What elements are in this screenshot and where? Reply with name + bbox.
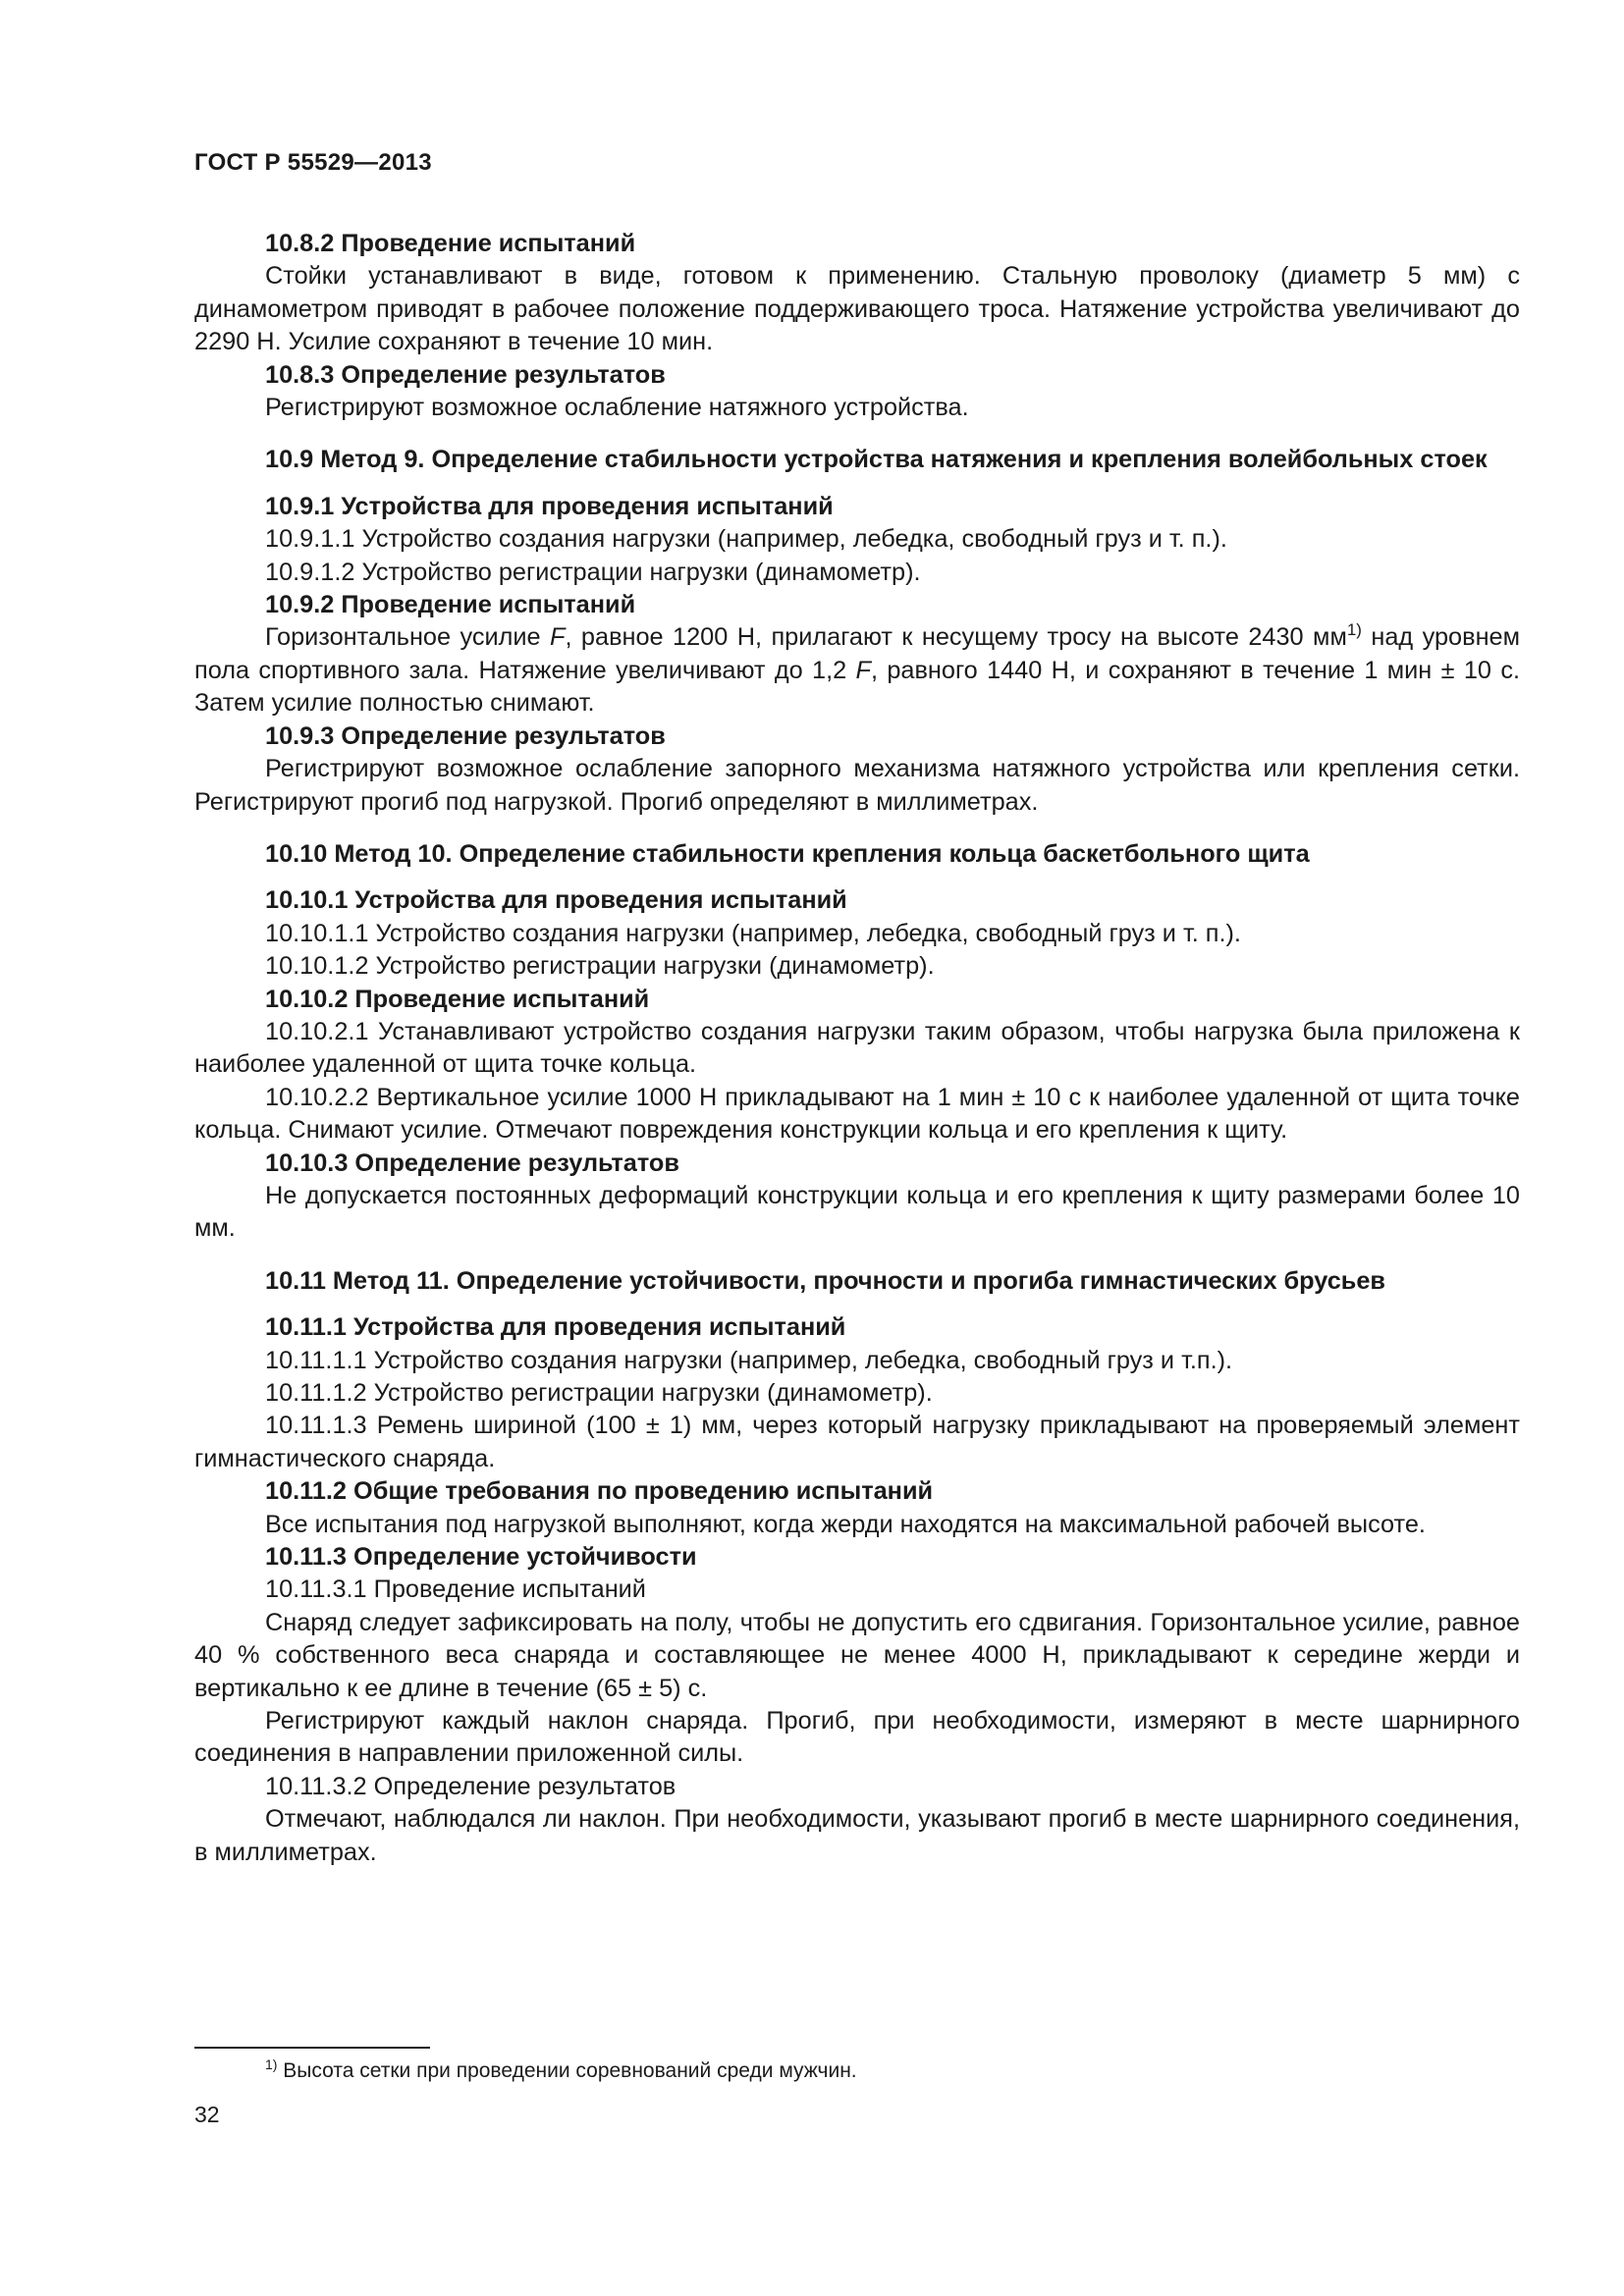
- subsection-heading: 10.10.2 Проведение испытаний: [265, 985, 650, 1013]
- paragraph: 10.11.1.2 Устройство регистрации нагрузки (динамометр).: [265, 1379, 933, 1407]
- subsection-heading: 10.11.2 Общие требования по проведению испытаний: [265, 1477, 934, 1506]
- formula-variable: F: [855, 656, 871, 684]
- subsection-heading: 10.10.1 Устройства для проведения испытаний: [265, 886, 847, 915]
- paragraph: 10.10.1.2 Устройство регистрации нагрузки (динамометр).: [265, 952, 935, 981]
- paragraph: 10.11.1.1 Устройство создания нагрузки (например, лебедка, свободный груз и т.п.).: [265, 1346, 1233, 1374]
- paragraph: 10.9.1.1 Устройство создания нагрузки (например, лебедка, свободный груз и т. п.).: [265, 525, 1227, 554]
- text-run: над уровнем пола спортивного зала. Натяжение увеличивают до 1,2: [194, 623, 1520, 684]
- footnote-text: Высота сетки при проведении соревнований среди мужчин.: [277, 2059, 857, 2082]
- paragraph: Регистрируют возможное ослабление натяжного устройства.: [265, 394, 969, 422]
- footnote: [265, 2056, 857, 2083]
- subsection-heading: 10.11.3 Определение устойчивости: [265, 1543, 697, 1572]
- paragraph: Отмечают, наблюдался ли наклон. При необходимости, указывают прогиб в месте шарнирного соединения, в миллиметрах.: [194, 1805, 1520, 1866]
- paragraph: [194, 621, 1520, 720]
- subsection-heading: 10.8.3 Определение результатов: [265, 360, 666, 389]
- paragraph: Регистрируют возможное ослабление запорного механизма натяжного устройства или крепления сетки. Регистрируют прогиб под нагрузкой. Прогиб определяют в миллиметрах.: [194, 755, 1520, 816]
- paragraph: Снаряд следует зафиксировать на полу, чтобы не допустить его сдвигания. Горизонтальное усилие, равное 40 % собственного веса снаряда и составляющее не менее 4000 Н, прикладывают к середине жерди и вертикально к ее длине в течение (65 ± 5) с.: [194, 1608, 1520, 1702]
- paragraph: 10.10.2.2 Вертикальное усилие 1000 Н прикладывают на 1 мин ± 10 с к наиболее удаленной от щита точке кольца. Снимают усилие. Отмечают повреждения конструкции кольца и его крепления к щиту.: [194, 1083, 1520, 1145]
- footnote-reference: 1): [1346, 620, 1362, 640]
- formula-variable: F: [550, 623, 566, 652]
- section-heading: 10.9 Метод 9. Определение стабильности устройства натяжения и крепления волейбольных стоек: [265, 446, 1488, 474]
- paragraph: 10.11.3.1 Проведение испытаний: [265, 1575, 646, 1604]
- footnote-divider: [194, 2047, 430, 2049]
- paragraph: Регистрируют каждый наклон снаряда. Прогиб, при необходимости, измеряют в месте шарнирного соединения в направлении приложенной силы.: [194, 1707, 1520, 1768]
- paragraph: 10.9.1.2 Устройство регистрации нагрузки (динамометр).: [265, 558, 921, 586]
- text-run: , равного 1440 Н, и сохраняют в течение 1 мин ± 10 с. Затем усилие полностью снимают.: [194, 656, 1520, 718]
- page-number: 32: [194, 2102, 220, 2127]
- subsection-heading: 10.9.1 Устройства для проведения испытаний: [265, 492, 834, 520]
- section-heading: 10.11 Метод 11. Определение устойчивости, прочности и прогиба гимнастических брусьев: [265, 1266, 1385, 1295]
- subsection-heading: 10.8.2 Проведение испытаний: [265, 230, 636, 257]
- section-heading: 10.10 Метод 10. Определение стабильности крепления кольца баскетбольного щита: [265, 839, 1310, 868]
- paragraph: Стойки устанавливают в виде, готовом к применению. Стальную проволоку (диаметр 5 мм) с динамометром приводят в рабочее положение поддерживающего троса. Натяжение устройства увеличивают до 2290 Н. Усилие сохраняют в течение 10 мин.: [194, 262, 1520, 356]
- subsection-heading: 10.9.2 Проведение испытаний: [265, 591, 636, 619]
- subsection-heading: 10.9.3 Определение результатов: [265, 721, 666, 750]
- subsection-heading: 10.10.3 Определение результатов: [265, 1148, 679, 1177]
- document-body: [194, 228, 1520, 1869]
- paragraph: 10.10.1.1 Устройство создания нагрузки (например, лебедка, свободный груз и т. п.).: [265, 919, 1241, 947]
- paragraph: Не допускается постоянных деформаций конструкции кольца и его крепления к щиту размерами более 10 мм.: [194, 1181, 1520, 1243]
- paragraph: 10.10.2.1 Устанавливают устройство создания нагрузки таким образом, чтобы нагрузка была приложена к наиболее удаленной от щита точке кольца.: [194, 1017, 1520, 1079]
- text-run: Горизонтальное усилие: [265, 623, 551, 652]
- text-run: , равное 1200 Н, прилагают к несущему тросу на высоте 2430 мм: [565, 623, 1347, 652]
- paragraph: 10.11.1.3 Ремень шириной (100 ± 1) мм, через который нагрузку прикладывают на проверяемый элемент гимнастического снаряда.: [194, 1412, 1520, 1472]
- paragraph: 10.11.3.2 Определение результатов: [265, 1772, 677, 1800]
- paragraph: Все испытания под нагрузкой выполняют, когда жерди находятся на максимальной рабочей высоте.: [265, 1510, 1426, 1538]
- footnote-mark: 1): [265, 2056, 278, 2072]
- subsection-heading: 10.11.1 Устройства для проведения испытаний: [265, 1313, 846, 1342]
- document-id-header: ГОСТ Р 55529—2013: [194, 149, 432, 176]
